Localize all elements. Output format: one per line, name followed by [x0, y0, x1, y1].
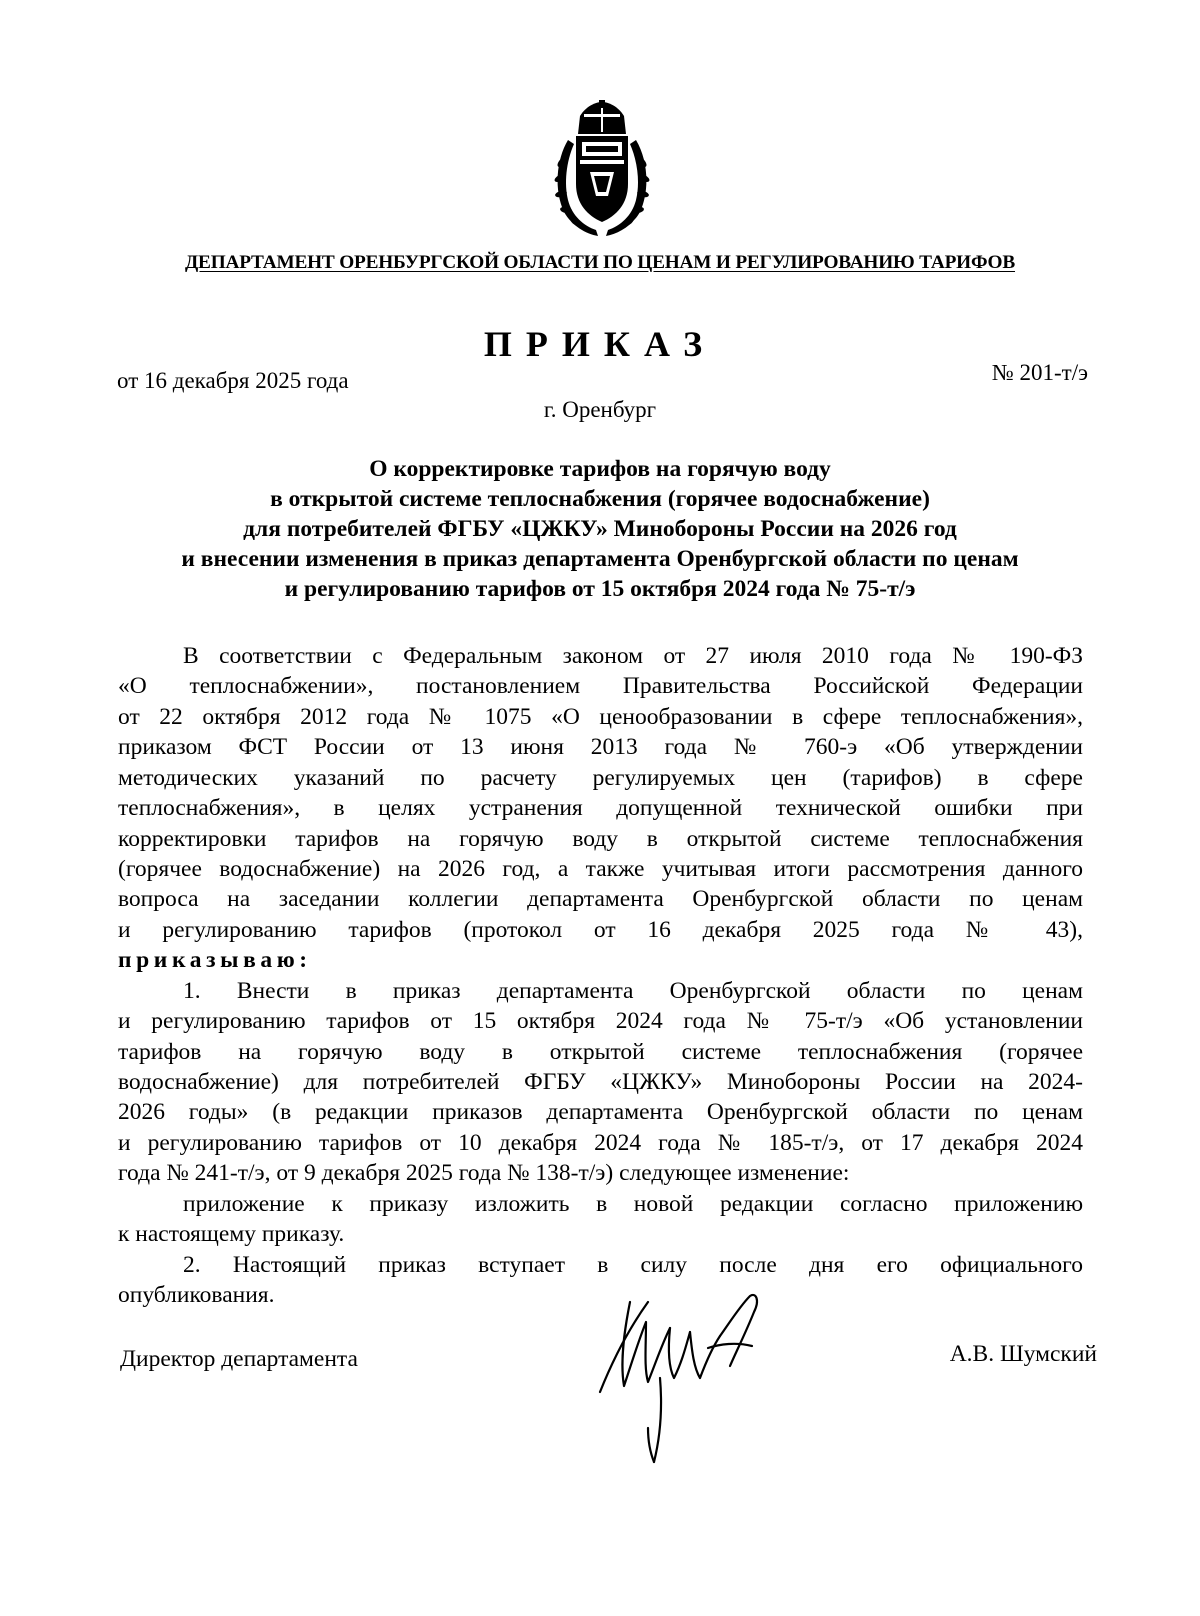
body-line: 2. Настоящий приказ вступает в силу после дня его официального [183, 1252, 1083, 1278]
body-line: теплоснабжения», в целях устранения допущенной технической ошибки при [118, 795, 1083, 821]
body-line: 2026 годы» (в редакции приказов департамента Оренбургской области по ценам [118, 1099, 1083, 1125]
body-line: приложение к приказу изложить в новой редакции согласно приложению [183, 1191, 1083, 1217]
document-title: ПРИКАЗ [483, 324, 717, 364]
subject-line: О корректировке тарифов на горячую воду [369, 456, 831, 482]
document-date: от 16 декабря 2025 года [117, 368, 349, 393]
body-line: вопроса на заседании коллегии департамента Оренбургской области по ценам [118, 886, 1083, 912]
body-line: и регулированию тарифов (протокол от 16 декабря 2025 года № 43), [118, 917, 1083, 943]
document-number: № 201-т/э [991, 360, 1088, 385]
body-line: года № 241-т/э, от 9 декабря 2025 года № 138-т/э) следующее изменение: [118, 1160, 850, 1186]
body-line: корректировки тарифов на горячую воду в открытой системе теплоснабжения [118, 826, 1083, 852]
body-line: тарифов на горячую воду в открытой системе теплоснабжения (горячее [118, 1039, 1083, 1065]
body-line: приказом ФСТ России от 13 июня 2013 года № 760-э «Об утверждении [118, 734, 1083, 760]
body-line: «О теплоснабжении», постановлением Правительства Российской Федерации [118, 673, 1083, 699]
document-subject [100, 454, 1100, 604]
handwritten-signature-icon [590, 1282, 790, 1472]
document-city: г. Оренбург [543, 397, 657, 422]
signatory-position: Директор департамента [120, 1346, 358, 1372]
signatory-name: А.В. Шумский [949, 1341, 1097, 1367]
body-line: (горячее водоснабжение) на 2026 год, а также учитывая итоги рассмотрения данного [118, 856, 1083, 882]
body-line: и регулированию тарифов от 15 октября 2024 года № 75-т/э «Об установлении [118, 1008, 1083, 1034]
order-keyword: приказываю: [118, 947, 312, 973]
body-line: 1. Внести в приказ департамента Оренбургской области по ценам [183, 978, 1083, 1004]
subject-line: в открытой системе теплоснабжения (горячее водоснабжение) [270, 486, 930, 512]
subject-line: для потребителей ФГБУ «ЦЖКУ» Минобороны России на 2026 год [243, 516, 957, 542]
body-line: методических указаний по расчету регулируемых цен (тарифов) в сфере [118, 765, 1083, 791]
body-line: от 22 октября 2012 года № 1075 «О ценообразовании в сфере теплоснабжения», [118, 704, 1083, 730]
department-name: ДЕПАРТАМЕНТ ОРЕНБУРГСКОЙ ОБЛАСТИ ПО ЦЕНАМ И РЕГУЛИРОВАНИЮ ТАРИФОВ [184, 252, 1016, 273]
coat-of-arms-icon [550, 100, 654, 240]
body-line: к настоящему приказу. [118, 1221, 345, 1247]
body-line: и регулированию тарифов от 10 декабря 2024 года № 185-т/э, от 17 декабря 2024 [118, 1130, 1083, 1156]
body-line: водоснабжение) для потребителей ФГБУ «ЦЖКУ» Минобороны России на 2024- [118, 1069, 1083, 1095]
body-line: опубликования. [118, 1282, 275, 1308]
subject-line: и регулированию тарифов от 15 октября 2024 года № 75-т/э [284, 576, 916, 602]
body-line: В соответствии с Федеральным законом от 27 июля 2010 года № 190-ФЗ [183, 643, 1083, 669]
subject-line: и внесении изменения в приказ департамента Оренбургской области по ценам [181, 546, 1019, 572]
